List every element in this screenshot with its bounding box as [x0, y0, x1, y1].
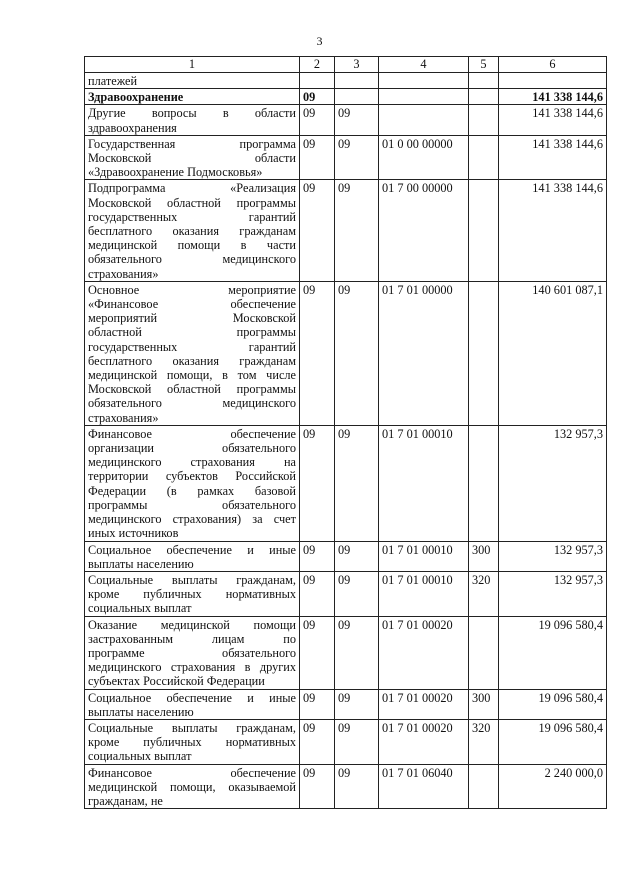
expense-type-cell: 320	[469, 571, 499, 616]
row-name-line: медицинского страхования в других	[88, 660, 296, 675]
section-code-cell: 09	[300, 281, 335, 425]
expense-type-cell	[469, 89, 499, 105]
row-name	[85, 425, 300, 541]
amount-cell: 19 096 580,4	[499, 719, 607, 764]
subsection-code-cell: 09	[335, 105, 379, 135]
row-name	[85, 135, 300, 180]
row-name	[85, 105, 300, 135]
column-header: 5	[469, 57, 499, 73]
section-code-cell: 09	[300, 425, 335, 541]
row-name-line: выплаты населению	[88, 704, 194, 719]
row-name	[85, 180, 300, 281]
row-name-line: программы обязательного	[88, 497, 296, 512]
row-name	[85, 719, 300, 764]
row-name-line: субъектах Российской Федерации	[88, 674, 265, 689]
row-name-line: Здравоохранение	[88, 90, 184, 105]
row-name-line: Московской областной программы	[88, 382, 296, 397]
expense-type-cell	[469, 764, 499, 809]
section-code-cell: 09	[300, 180, 335, 281]
row-name-line: Социальное обеспечение и иные	[88, 690, 296, 705]
amount-cell: 141 338 144,6	[499, 89, 607, 105]
row-name-line: медицинской помощи, в том числе	[88, 368, 296, 383]
section-code-cell: 09	[300, 719, 335, 764]
row-name-line: страхования»	[88, 266, 159, 281]
row-name-line: Социальное обеспечение и иные	[88, 542, 296, 557]
amount-cell: 2 240 000,0	[499, 764, 607, 809]
table-header-row	[85, 57, 607, 73]
subsection-code-cell: 09	[335, 616, 379, 689]
row-name	[85, 73, 300, 89]
row-name	[85, 541, 300, 571]
section-code-cell: 09	[300, 571, 335, 616]
expense-type-cell	[469, 281, 499, 425]
expense-type-cell	[469, 425, 499, 541]
target-article-cell: 01 7 01 06040	[379, 764, 469, 809]
section-code-cell: 09	[300, 764, 335, 809]
subsection-code-cell: 09	[335, 541, 379, 571]
table-row	[85, 135, 607, 180]
row-name-line: медицинского страхования) за счет	[88, 512, 296, 527]
row-name-line: страхования»	[88, 410, 159, 425]
row-name-line: Социальные выплаты гражданам,	[88, 572, 296, 587]
amount-cell: 132 957,3	[499, 541, 607, 571]
row-name	[85, 281, 300, 425]
expense-type-cell	[469, 105, 499, 135]
table-row	[85, 541, 607, 571]
table-body	[85, 57, 607, 809]
row-name-line: программе обязательного	[88, 645, 296, 660]
section-code-cell: 09	[300, 135, 335, 180]
table-row	[85, 571, 607, 616]
row-name	[85, 571, 300, 616]
target-article-cell: 01 7 01 00020	[379, 616, 469, 689]
amount-cell: 141 338 144,6	[499, 105, 607, 135]
row-name-line: застрахованным лицам по	[88, 631, 296, 646]
column-header: 4	[379, 57, 469, 73]
row-name-line: Другие вопросы в области	[88, 106, 296, 121]
expense-type-cell	[469, 73, 499, 89]
expense-type-cell: 320	[469, 719, 499, 764]
section-code-cell: 09	[300, 541, 335, 571]
section-code-cell: 09	[300, 616, 335, 689]
expense-type-cell	[469, 180, 499, 281]
row-name-line: Оказание медицинской помощи	[88, 617, 296, 632]
row-name-line: государственных гарантий	[88, 209, 296, 224]
row-name-line: бесплатного оказания гражданам	[88, 353, 296, 368]
row-name-line: кроме публичных нормативных	[88, 587, 296, 602]
table-row	[85, 616, 607, 689]
target-article-cell: 01 7 01 00000	[379, 281, 469, 425]
row-name-line: медицинской помощи, оказываемой	[88, 779, 296, 794]
table-row	[85, 105, 607, 135]
amount-cell: 132 957,3	[499, 571, 607, 616]
row-name-line: платежей	[88, 74, 138, 88]
target-article-cell: 01 7 01 00010	[379, 541, 469, 571]
section-code-cell	[300, 73, 335, 89]
column-header: 3	[335, 57, 379, 73]
row-name-line: иных источников	[88, 526, 179, 541]
row-name-line: Социальные выплаты гражданам,	[88, 720, 296, 735]
row-name-line: Государственная программа	[88, 136, 296, 151]
row-name-line: медицинского страхования на	[88, 455, 296, 470]
amount-cell	[499, 73, 607, 89]
row-name-line: гражданам, не	[88, 793, 163, 808]
target-article-cell	[379, 73, 469, 89]
column-header: 2	[300, 57, 335, 73]
subsection-code-cell: 09	[335, 135, 379, 180]
table-row	[85, 719, 607, 764]
target-article-cell: 01 7 01 00020	[379, 719, 469, 764]
subsection-code-cell: 09	[335, 764, 379, 809]
subsection-code-cell	[335, 73, 379, 89]
table-row	[85, 689, 607, 719]
page-number: 3	[316, 34, 323, 48]
column-header: 6	[499, 57, 607, 73]
table-row	[85, 764, 607, 809]
row-name-line: Подпрограмма «Реализация	[88, 181, 296, 196]
row-name	[85, 616, 300, 689]
column-header: 1	[85, 57, 300, 73]
row-name	[85, 89, 300, 105]
section-code-cell: 09	[300, 105, 335, 135]
row-name-line: организации обязательного	[88, 441, 296, 456]
amount-cell: 140 601 087,1	[499, 281, 607, 425]
row-name-line: Основное мероприятие	[88, 282, 296, 297]
amount-cell: 141 338 144,6	[499, 180, 607, 281]
row-name-line: Московской области	[88, 151, 296, 166]
row-name-line: Финансовое обеспечение	[88, 765, 296, 780]
table-row	[85, 89, 607, 105]
table-row	[85, 425, 607, 541]
row-name-line: территории субъектов Российской	[88, 469, 296, 484]
amount-cell: 141 338 144,6	[499, 135, 607, 180]
target-article-cell: 01 7 01 00010	[379, 425, 469, 541]
subsection-code-cell	[335, 89, 379, 105]
subsection-code-cell: 09	[335, 180, 379, 281]
section-code-cell: 09	[300, 89, 335, 105]
row-name	[85, 764, 300, 809]
row-name-line: государственных гарантий	[88, 339, 296, 354]
amount-cell: 132 957,3	[499, 425, 607, 541]
expense-type-cell	[469, 135, 499, 180]
subsection-code-cell: 09	[335, 571, 379, 616]
table-row	[85, 73, 607, 89]
target-article-cell: 01 7 01 00020	[379, 689, 469, 719]
row-name-line: обязательного медицинского	[88, 396, 296, 411]
expense-type-cell: 300	[469, 541, 499, 571]
row-name-line: кроме публичных нормативных	[88, 735, 296, 750]
target-article-cell	[379, 89, 469, 105]
row-name-line: мероприятий Московской	[88, 311, 296, 326]
row-name-line: социальных выплат	[88, 601, 192, 616]
target-article-cell: 01 0 00 00000	[379, 135, 469, 180]
row-name-line: Федерации (в рамках базовой	[88, 483, 296, 498]
row-name-line: Московской областной программы	[88, 195, 296, 210]
amount-cell: 19 096 580,4	[499, 616, 607, 689]
row-name-line: здравоохранения	[88, 120, 177, 135]
row-name-line: обязательного медицинского	[88, 252, 296, 267]
row-name-line: медицинской помощи в части	[88, 238, 296, 253]
budget-table	[84, 56, 607, 809]
row-name-line: выплаты населению	[88, 556, 194, 571]
target-article-cell	[379, 105, 469, 135]
section-code-cell: 09	[300, 689, 335, 719]
subsection-code-cell: 09	[335, 689, 379, 719]
amount-cell: 19 096 580,4	[499, 689, 607, 719]
subsection-code-cell: 09	[335, 281, 379, 425]
table-row	[85, 281, 607, 425]
row-name-line: социальных выплат	[88, 749, 192, 764]
row-name-line: бесплатного оказания гражданам	[88, 224, 296, 239]
subsection-code-cell: 09	[335, 719, 379, 764]
expense-type-cell: 300	[469, 689, 499, 719]
row-name	[85, 689, 300, 719]
target-article-cell: 01 7 00 00000	[379, 180, 469, 281]
row-name-line: «Здравоохранение Подмосковья»	[88, 165, 263, 180]
row-name-line: «Финансовое обеспечение	[88, 297, 296, 312]
table-row	[85, 180, 607, 281]
expense-type-cell	[469, 616, 499, 689]
subsection-code-cell: 09	[335, 425, 379, 541]
row-name-line: Финансовое обеспечение	[88, 426, 296, 441]
target-article-cell: 01 7 01 00010	[379, 571, 469, 616]
row-name-line: областной программы	[88, 325, 296, 340]
